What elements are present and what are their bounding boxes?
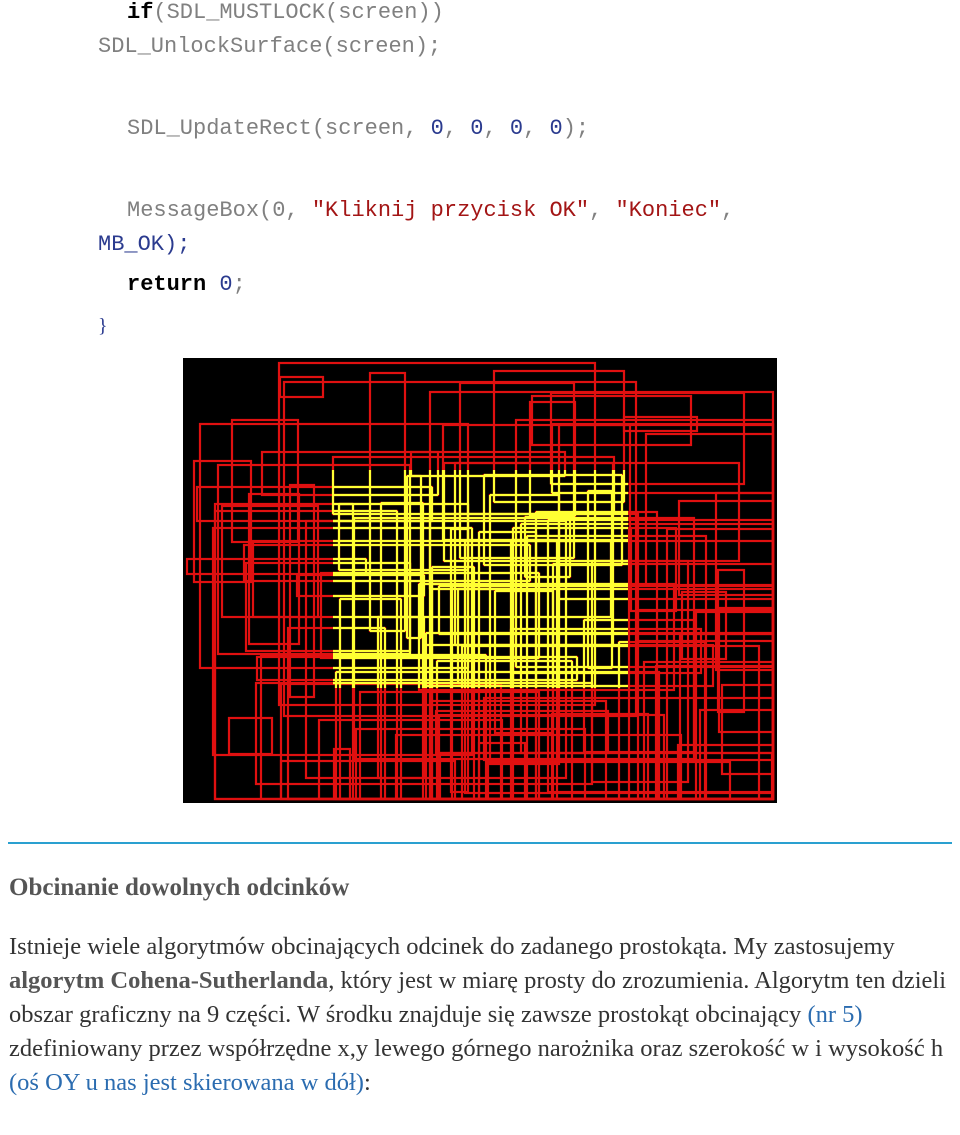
- code-text: (SDL_MUSTLOCK(screen)): [153, 0, 444, 25]
- code-text: ,: [589, 198, 616, 223]
- code-line-4: [127, 198, 734, 224]
- code-number: 0: [509, 116, 524, 141]
- highlight-axis-note: (oś OY u nas jest skierowana w dół): [9, 1069, 364, 1096]
- code-keyword-if: if: [127, 0, 154, 25]
- code-number: 0: [219, 272, 233, 297]
- code-line-5: [98, 232, 190, 258]
- code-number: 0: [470, 116, 484, 141]
- algorithm-name: algorytm Cohena-Sutherlanda: [9, 967, 329, 994]
- code-string: "Kliknij przycisk OK": [311, 198, 590, 223]
- code-text: SDL_UnlockSurface(screen);: [98, 34, 442, 59]
- section-divider: [8, 842, 952, 844]
- section-heading: Obcinanie dowolnych odcinków: [9, 874, 350, 901]
- code-line-3: [127, 116, 589, 142]
- section-paragraph: [9, 930, 954, 1100]
- paragraph-text: :: [363, 1069, 371, 1096]
- code-text: MB_OK);: [98, 232, 191, 257]
- code-keyword-return: return: [127, 272, 207, 297]
- paragraph-text: Istnieje wiele algorytmów obcinających odcinek do zadanego prostokąta. My zastosujemy: [9, 933, 895, 960]
- code-number: 0: [430, 116, 444, 141]
- clipping-demo-figure: [183, 358, 777, 803]
- code-text: ,: [443, 116, 471, 141]
- code-number: 0: [549, 116, 563, 141]
- code-closing-brace: }: [98, 315, 108, 337]
- code-line-1: [127, 0, 444, 26]
- code-text: ,: [523, 116, 550, 141]
- code-line-6: [127, 272, 246, 298]
- code-text: SDL_UpdateRect(screen,: [127, 116, 431, 141]
- highlight-region-number: (nr 5): [807, 1001, 863, 1028]
- paragraph-text: , który jest w miarę prosty do zrozumienia. Algorytm ten dzieli obszar graficzny na 9 części. W środku znajduje się zawsze prostokąt obcinający: [9, 967, 947, 1028]
- code-string: "Koniec": [615, 198, 722, 223]
- code-text: [206, 272, 219, 297]
- code-text: ,: [721, 198, 735, 223]
- code-text: ;: [232, 272, 246, 297]
- code-line-7: [98, 313, 108, 339]
- rectangles-canvas: [183, 358, 777, 803]
- code-line-2: [98, 34, 441, 60]
- code-text: ,: [483, 116, 510, 141]
- code-text: MessageBox(0,: [127, 198, 312, 223]
- code-text: );: [562, 116, 590, 141]
- paragraph-text: zdefiniowany przez współrzędne x,y lewego górnego narożnika oraz szerokość w i wysokość h: [9, 1035, 944, 1062]
